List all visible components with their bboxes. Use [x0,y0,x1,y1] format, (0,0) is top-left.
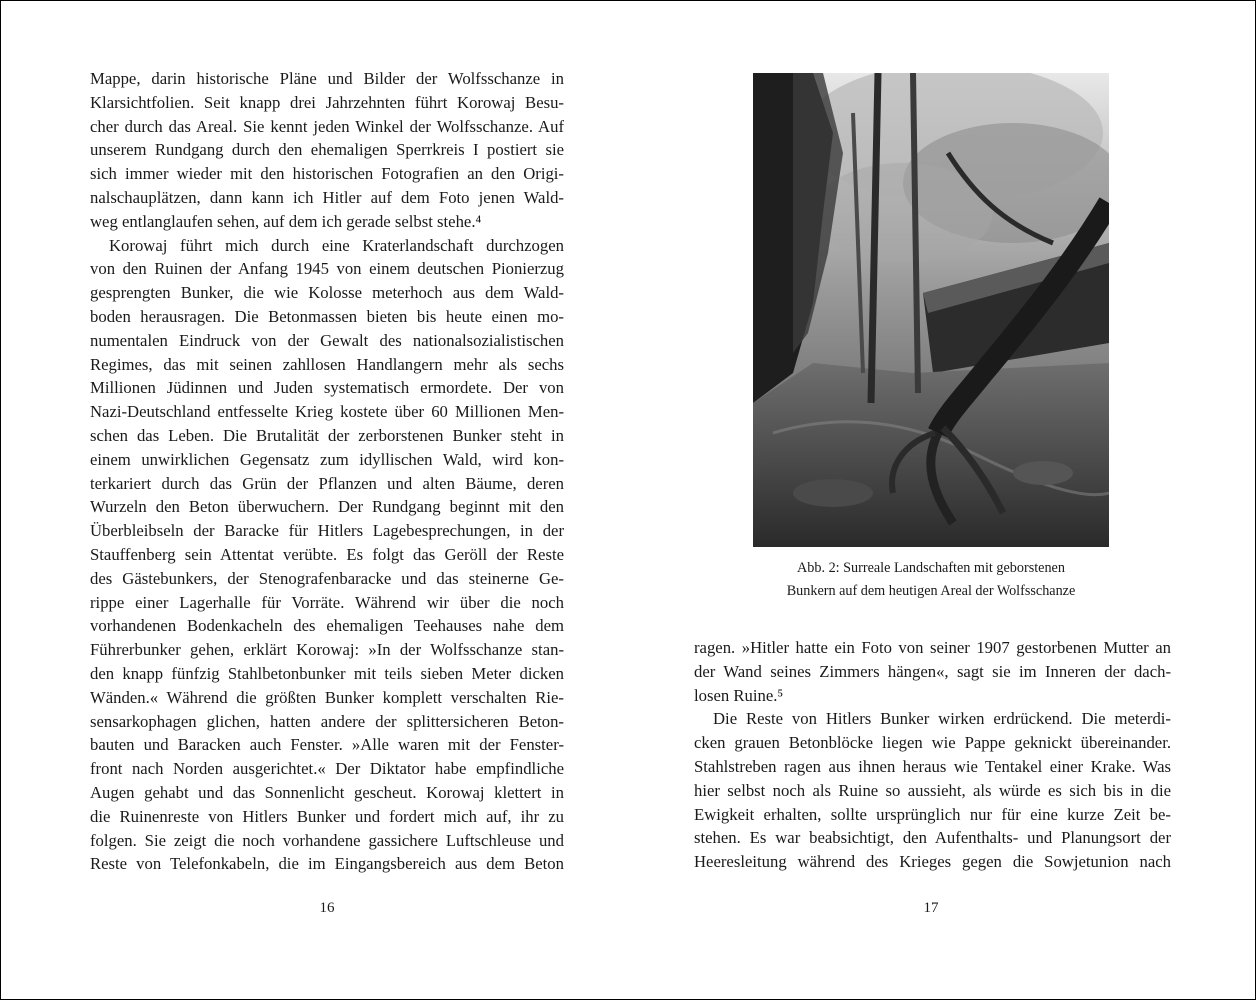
text-line: Stahlstreben ragen aus ihnen heraus wie Tentakel einer Krake. Was [694,756,1171,776]
text-line: Reste von Telefonkabeln, die im Eingangsbereich aus dem Beton [90,854,564,874]
right-page [629,1,1255,999]
text-line: nalschauplätzen, dann kann ich Hitler auf dem Foto jenen Wald- [90,187,564,207]
text-line: Regimes, das mit seinen zahllosen Handlangern mehr als sechs [90,354,564,374]
left-page [1,1,629,999]
text-line: sich immer wieder mit den historischen Fotografien an den Origi- [90,164,564,184]
text-line: boden herausragen. Die Betonmassen bieten bis heute einen mo- [90,306,564,326]
text-line: Wänden.« Während die größten Bunker komplett verschalten Rie- [90,687,564,707]
text-line: Überbleibseln der Baracke für Hitlers Lagebesprechungen, in der [90,521,564,541]
text-line: weg entlanglaufen sehen, auf dem ich gerade selbst stehe.⁴ [90,211,482,231]
text-line: rippe einer Lagerhalle für Vorräte. Während wir über die noch [90,592,564,612]
text-line: terkariert durch das Grün der Pflanzen und alten Bäume, deren [90,473,564,493]
text-line: einem unwirklichen Gegensatz zum idyllischen Wald, wird kon- [90,449,564,469]
caption-line: Abb. 2: Surreale Landschaften mit geborstenen [797,560,1065,576]
text-line: unserem Rundgang durch den ehemaligen Sperrkreis I postiert sie [90,140,564,160]
left-page-body-text [90,67,564,876]
text-line: Korowaj führt mich durch eine Kraterlandschaft durchzogen [109,235,564,255]
text-line: numentalen Eindruck von der Gewalt des nationalsozialistischen [90,330,564,350]
caption-line: Bunkern auf dem heutigen Areal der Wolfsschanze [786,583,1076,599]
text-line: gesprengten Bunker, die wie Kolosse meterhoch aus dem Wald- [90,283,564,303]
text-line: losen Ruine.⁵ [694,685,784,705]
text-line: der Wand seines Zimmers hängen«, sagt sie im Inneren der dach- [694,661,1171,681]
text-line: Millionen Jüdinnen und Juden systematisch ermordete. Der von [90,378,564,398]
text-line: bauten und Baracken auch Fenster. »Alle waren mit der Fenster- [90,735,564,755]
forest-bunker-photo-image [753,73,1109,547]
text-line: cken grauen Betonblöcke liegen wie Pappe geknickt übereinander. [694,733,1171,753]
text-line: stehen. Es war beabsichtigt, den Aufenthalts- und Planungsort der [694,828,1171,848]
text-line: sensarkophagen glichen, hatten andere der splittersicheren Beton- [90,711,564,731]
text-line: Mappe, darin historische Pläne und Bilder der Wolfsschanze in [90,69,564,88]
text-line: Nazi-Deutschland entfesselte Krieg kostete über 60 Millionen Men- [90,402,564,422]
text-line: Augen gehabt und das Sonnenlicht gescheut. Korowaj klettert in [90,782,564,802]
page-number: 17 [923,900,939,916]
figure-caption [719,557,1143,603]
text-line: Ewigkeit erhalten, sollte ursprünglich nur für eine kurze Zeit be- [694,804,1171,824]
text-line: von den Ruinen der Anfang 1945 von einem deutschen Pionierzug [90,259,564,279]
text-line: folgen. Sie zeigt die noch vorhandene gassichere Luftschleuse und [90,830,564,850]
text-line: schen das Leben. Die Brutalität der zerborstenen Bunker steht in [90,425,564,445]
text-line: Heeresleitung während des Krieges gegen die Sowjetunion nach [694,852,1171,872]
right-page-body-text [694,636,1171,874]
text-line: die Ruinenreste von Hitlers Bunker und fordert mich auf, ihr zu [90,806,564,826]
figure-photo [753,73,1109,547]
text-line: Wurzeln den Beton überwuchern. Der Rundgang beginnt mit den [90,497,564,517]
text-line: front nach Norden ausgerichtet.« Der Diktator habe empfindliche [90,759,564,779]
text-line: cher durch das Areal. Sie kennt jeden Winkel der Wolfsschanze. Auf [90,116,564,136]
text-line: hier selbst noch als Ruine so aussieht, als würde es sich bis in die [694,780,1171,800]
text-line: Führerbunker gehen, erklärt Korowaj: »In der Wolfsschanze stan- [90,640,564,660]
page-number: 16 [319,900,335,916]
text-line: Die Reste von Hitlers Bunker wirken erdrückend. Die meterdi- [713,709,1171,729]
text-line: Stauffenberg sein Attentat verübte. Es folgt das Geröll der Reste [90,544,564,564]
text-line: den knapp fünfzig Stahlbetonbunker mit teils sieben Meter dicken [90,663,564,683]
text-line: des Gästebunkers, der Stenografenbaracke und das steinerne Ge- [90,568,564,588]
text-line: ragen. »Hitler hatte ein Foto von seiner 1907 gestorbenen Mutter an [694,638,1171,657]
text-line: vorhandenen Bodenkacheln des ehemaligen Teehauses nahe dem [90,616,564,636]
text-line: Klarsichtfolien. Seit knapp drei Jahrzehnten führt Korowaj Besu- [90,92,564,112]
